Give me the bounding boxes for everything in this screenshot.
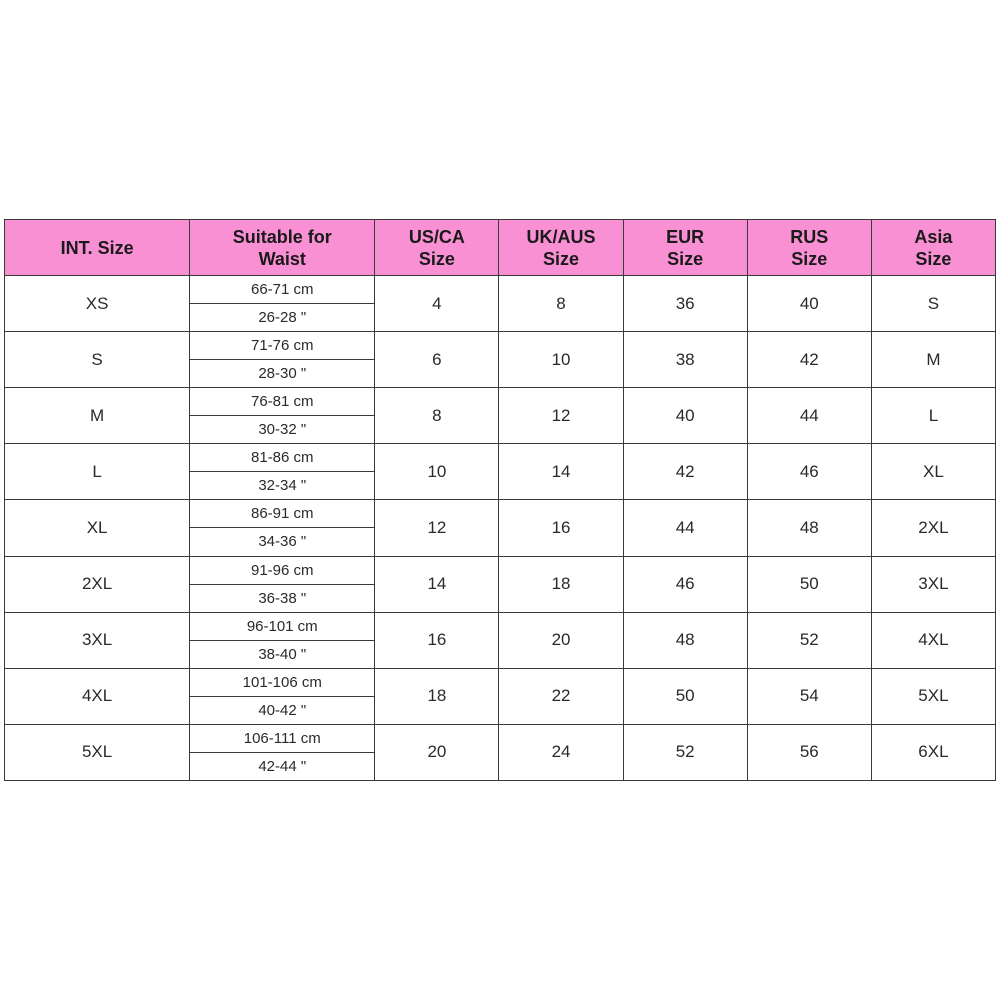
cell-waist: [190, 724, 375, 780]
cell-waist: [190, 556, 375, 612]
cell-uk-aus-size: 16: [499, 500, 623, 556]
cell-asia-size: XL: [871, 444, 995, 500]
cell-waist-cm: 101-106 cm: [190, 669, 374, 697]
cell-waist-inch: 32-34 ": [258, 477, 307, 495]
cell-rus-size: 44: [747, 388, 871, 444]
cell-waist-inch: 42-44 ": [258, 757, 307, 775]
header-uk-aus-line-1: UK/AUS: [526, 226, 596, 247]
cell-waist: [190, 332, 375, 388]
table-row: [5, 276, 996, 332]
table-row: [5, 444, 996, 500]
cell-eur-size: 46: [623, 556, 747, 612]
cell-int-size: L: [5, 444, 190, 500]
header-us-ca-line-1: US/CA: [408, 226, 465, 247]
cell-asia-size: 6XL: [871, 724, 995, 780]
header-rus-size: [747, 220, 871, 276]
cell-us-ca-size: 6: [375, 332, 499, 388]
cell-waist-cm: 106-111 cm: [190, 725, 374, 753]
cell-eur-size: 40: [623, 388, 747, 444]
cell-asia-size: 5XL: [871, 668, 995, 724]
cell-uk-aus-size: 14: [499, 444, 623, 500]
header-eur-size: [623, 220, 747, 276]
cell-rus-size: 52: [747, 612, 871, 668]
header-row: [5, 220, 996, 276]
cell-waist: [190, 388, 375, 444]
cell-waist: [190, 276, 375, 332]
cell-us-ca-size: 12: [375, 500, 499, 556]
cell-rus-size: 40: [747, 276, 871, 332]
header-asia-line-2: Size: [915, 248, 952, 269]
cell-eur-size: 44: [623, 500, 747, 556]
cell-eur-size: 38: [623, 332, 747, 388]
header-rus-line-1: RUS: [790, 226, 829, 247]
cell-uk-aus-size: 10: [499, 332, 623, 388]
cell-int-size: 3XL: [5, 612, 190, 668]
header-int-size: [5, 220, 190, 276]
cell-waist-cm: 66-71 cm: [190, 276, 374, 304]
table-row: [5, 500, 996, 556]
cell-waist-inch: 26-28 ": [258, 309, 307, 327]
header-waist: [190, 220, 375, 276]
cell-asia-size: 3XL: [871, 556, 995, 612]
cell-asia-size: M: [871, 332, 995, 388]
size-chart-table: [4, 219, 996, 781]
table-row: [5, 556, 996, 612]
cell-waist-inch: 38-40 ": [258, 645, 307, 663]
cell-waist: [190, 668, 375, 724]
header-eur-line-2: Size: [667, 248, 704, 269]
cell-asia-size: 4XL: [871, 612, 995, 668]
header-us-ca-size: [375, 220, 499, 276]
cell-us-ca-size: 14: [375, 556, 499, 612]
header-us-ca-line-2: Size: [418, 248, 455, 269]
cell-us-ca-size: 16: [375, 612, 499, 668]
cell-asia-size: 2XL: [871, 500, 995, 556]
table-row: [5, 724, 996, 780]
header-uk-aus-line-2: Size: [543, 248, 580, 269]
header-asia-line-1: Asia: [914, 226, 953, 247]
cell-eur-size: 52: [623, 724, 747, 780]
cell-waist: [190, 500, 375, 556]
cell-waist-cm: 76-81 cm: [190, 388, 374, 416]
cell-rus-size: 42: [747, 332, 871, 388]
cell-waist: [190, 444, 375, 500]
cell-rus-size: 50: [747, 556, 871, 612]
cell-rus-size: 46: [747, 444, 871, 500]
cell-rus-size: 48: [747, 500, 871, 556]
cell-int-size: M: [5, 388, 190, 444]
cell-waist-inch: 34-36 ": [258, 533, 307, 551]
cell-waist-cm: 91-96 cm: [190, 557, 374, 585]
cell-us-ca-size: 10: [375, 444, 499, 500]
cell-uk-aus-size: 12: [499, 388, 623, 444]
cell-us-ca-size: 20: [375, 724, 499, 780]
cell-asia-size: S: [871, 276, 995, 332]
cell-waist-cm: 71-76 cm: [190, 332, 374, 360]
cell-int-size: XL: [5, 500, 190, 556]
table-row: [5, 668, 996, 724]
cell-int-size: 5XL: [5, 724, 190, 780]
cell-uk-aus-size: 20: [499, 612, 623, 668]
cell-int-size: 4XL: [5, 668, 190, 724]
cell-uk-aus-size: 18: [499, 556, 623, 612]
cell-int-size: XS: [5, 276, 190, 332]
table-row: [5, 612, 996, 668]
cell-waist-cm: 96-101 cm: [190, 613, 374, 641]
table-row: [5, 332, 996, 388]
header-uk-aus-size: [499, 220, 623, 276]
cell-waist-inch: 30-32 ": [258, 421, 307, 439]
cell-waist-inch: 40-42 ": [258, 701, 307, 719]
cell-waist-inch: 28-30 ": [258, 365, 307, 383]
cell-us-ca-size: 4: [375, 276, 499, 332]
cell-int-size: S: [5, 332, 190, 388]
table-row: [5, 388, 996, 444]
header-asia-size: [871, 220, 995, 276]
cell-int-size: 2XL: [5, 556, 190, 612]
cell-waist: [190, 612, 375, 668]
cell-eur-size: 50: [623, 668, 747, 724]
cell-rus-size: 54: [747, 668, 871, 724]
cell-waist-cm: 86-91 cm: [190, 500, 374, 528]
cell-asia-size: L: [871, 388, 995, 444]
cell-eur-size: 48: [623, 612, 747, 668]
cell-uk-aus-size: 8: [499, 276, 623, 332]
header-waist-line-1: Suitable for: [232, 226, 332, 247]
cell-us-ca-size: 8: [375, 388, 499, 444]
cell-rus-size: 56: [747, 724, 871, 780]
header-waist-line-2: Waist: [258, 248, 306, 269]
header-eur-line-1: EUR: [666, 226, 705, 247]
cell-uk-aus-size: 22: [499, 668, 623, 724]
cell-eur-size: 36: [623, 276, 747, 332]
cell-eur-size: 42: [623, 444, 747, 500]
cell-us-ca-size: 18: [375, 668, 499, 724]
cell-waist-cm: 81-86 cm: [190, 444, 374, 472]
header-rus-line-2: Size: [791, 248, 828, 269]
cell-waist-inch: 36-38 ": [258, 589, 307, 607]
cell-uk-aus-size: 24: [499, 724, 623, 780]
header-int-size-label: INT. Size: [60, 237, 134, 258]
